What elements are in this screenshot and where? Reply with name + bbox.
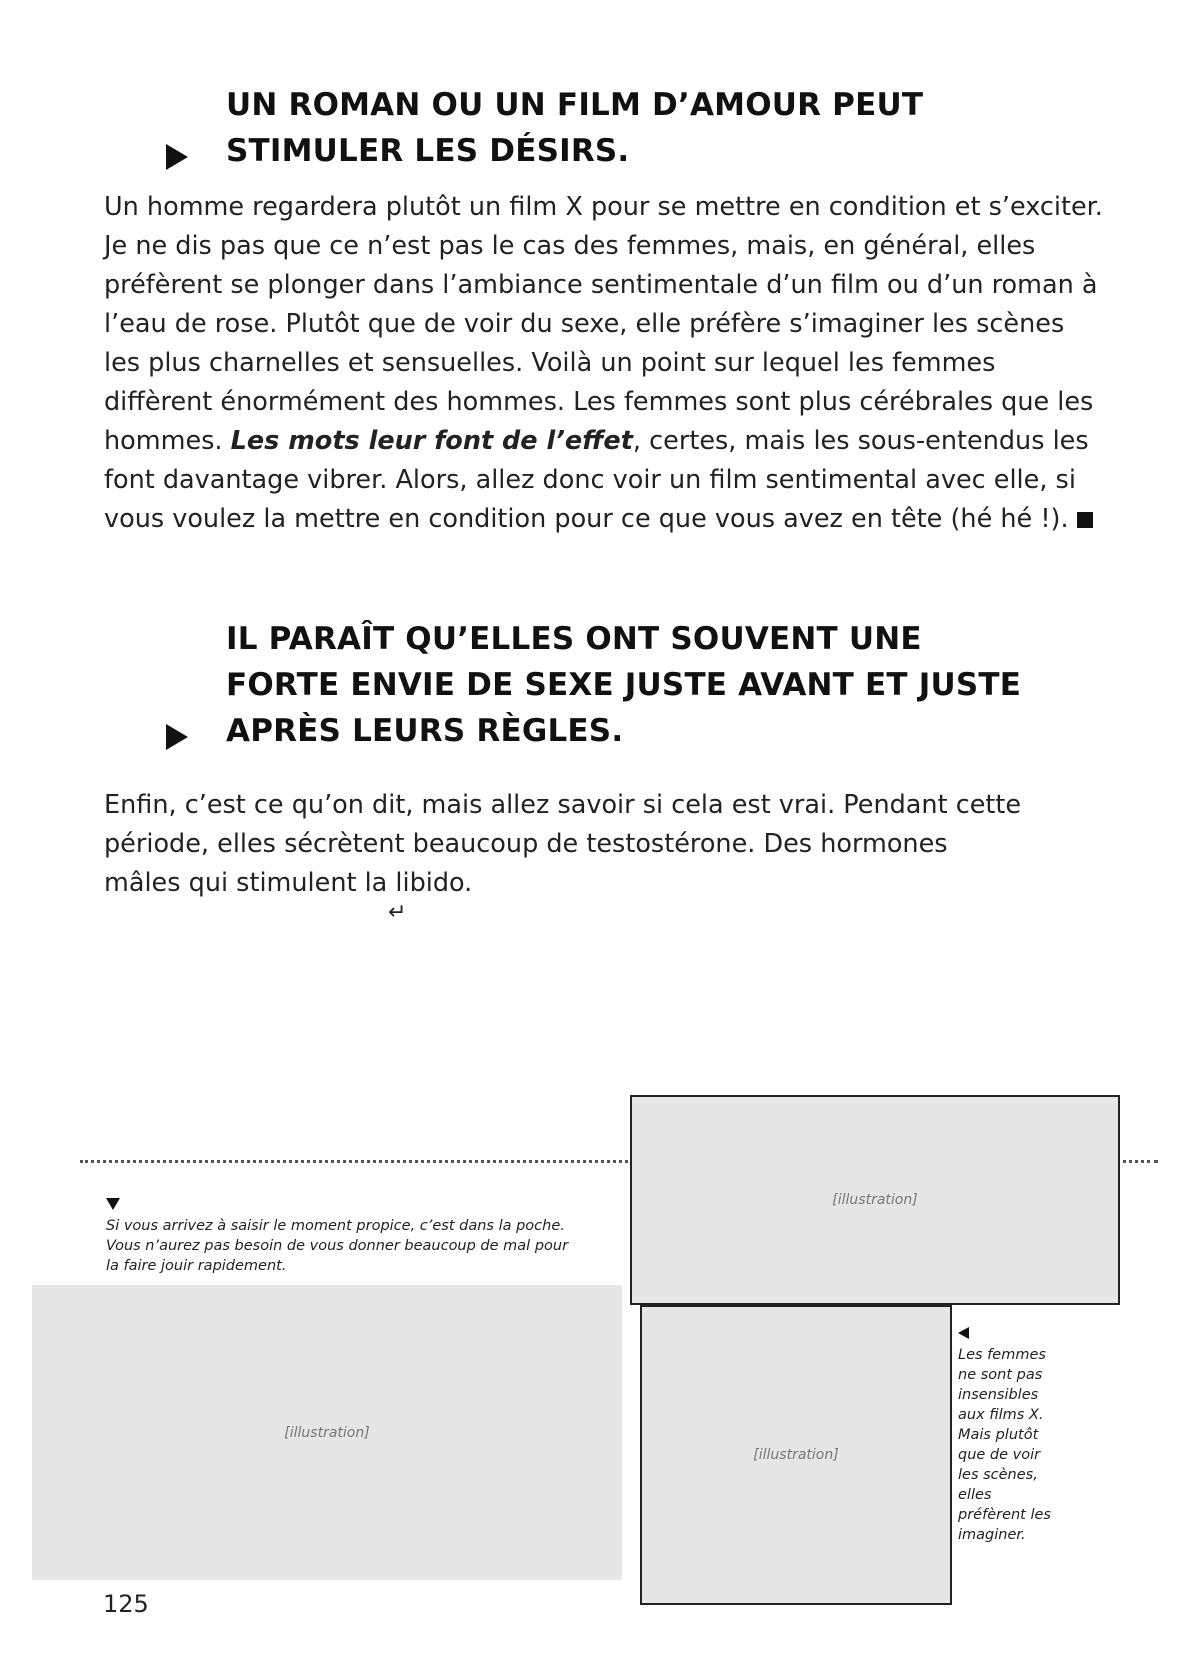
section-1-body <box>104 188 1104 539</box>
panel-placeholder-label: [illustration] <box>284 1424 370 1441</box>
section-2-body: Enfin, c’est ce qu’on dit, mais allez savoir si cela est vrai. Pendant cette période, elles sécrètent beaucoup de testostérone. Des hormones mâles qui stimulent la libido. <box>104 790 1022 898</box>
section-2-heading-line-2: FORTE ENVIE DE SEXE JUSTE AVANT ET JUSTE <box>226 667 1022 703</box>
end-square-icon <box>1077 512 1093 528</box>
section-1-body-text-b: , certes, mais les sous-entendus les font davantage vibrer. Alors, allez donc voir un film sentimental avec elle, si vous voulez la mettre en condition pour ce que vous avez en tête (hé hé !). <box>104 426 1089 534</box>
caption-right: Les femmes ne sont pas insensibles aux films X. Mais plutôt que de voir les scènes, elles préfèrent les imaginer. <box>958 1347 1051 1543</box>
continuation-mark: ↵ <box>388 900 407 925</box>
section-1-body-text-a: Un homme regardera plutôt un film X pour se mettre en condition et s’exciter. Je ne dis pas que ce n’est pas le cas des femmes, mais, en général, elles préfèrent se plonger dans l’ambiance sentimentale d’un film ou d’un roman à l’eau de rose. Plutôt que de voir du sexe, elle préfère s’imaginer les scènes les plus charnelles et sensuelles. Voilà un point sur lequel les femmes diffèrent énormément des hommes. Les femmes sont plus cérébrales que les hommes. <box>104 192 1103 456</box>
dotted-divider-left <box>80 1160 628 1163</box>
illustration-panel-bottom-left <box>32 1285 622 1580</box>
caption-pointer-down-icon <box>106 1198 120 1210</box>
play-arrow-icon <box>166 724 188 750</box>
section-2-heading-line-1: IL PARAÎT QU’ELLES ONT SOUVENT UNE <box>226 621 922 657</box>
section-1-heading-line-2: STIMULER LES DÉSIRS. <box>226 133 630 169</box>
illustration-panel-bottom-right <box>640 1305 952 1605</box>
caption-left: Si vous arrivez à saisir le moment propice, c’est dans la poche. Vous n’aurez pas besoin de vous donner beaucoup de mal pour la faire jouir rapidement. <box>106 1218 569 1274</box>
panel-placeholder-label: [illustration] <box>753 1447 839 1463</box>
section-1-heading-line-1: UN ROMAN OU UN FILM D’AMOUR PEUT <box>226 87 924 123</box>
panel-placeholder-label: [illustration] <box>832 1192 918 1208</box>
illustration-panel-top-right <box>630 1095 1120 1305</box>
section-1-emphasis: Les mots leur font de l’effet <box>230 426 633 456</box>
page-number: 125 <box>103 1590 149 1618</box>
section-2-heading-line-3-wrap <box>226 708 1021 754</box>
play-arrow-icon <box>166 144 188 170</box>
section-1-heading <box>226 82 923 174</box>
section-2-heading-line-3: APRÈS LEURS RÈGLES. <box>226 713 624 749</box>
section-1-heading-line-2-wrap <box>226 128 923 174</box>
caption-pointer-left-icon <box>958 1327 969 1339</box>
section-2-heading <box>226 616 1021 754</box>
